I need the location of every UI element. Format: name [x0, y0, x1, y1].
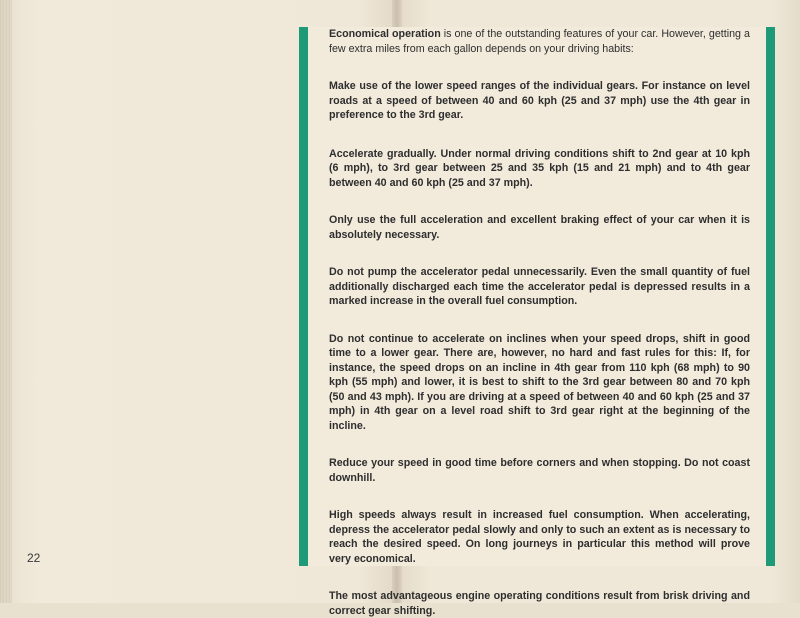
tip-paragraph-7: High speeds always result in increased fuel consumption. When accelerating, depress the accelerator pedal slowly and only to such an extent as is necessary to reach the desired speed. On long journeys in particular this method will prove very economical.: [329, 509, 750, 565]
accent-bar-left: [299, 27, 308, 566]
tip-paragraph-2: Accelerate gradually. Under normal driving conditions shift to 2nd gear at 10 kph (6 mph), to 3rd gear between 25 and 35 kph (15 and 21 mph) and to 4th gear between 40 and 60 kph (25 and 37 mph).: [329, 147, 750, 189]
tip-paragraph-5: Do not continue to accelerate on inclines when your speed drops, shift in good time to a lower gear. There are, however, no hard and fast rules for this: If, for instance, the speed drops on an incline in 4th gear from 110 kph (68 mph) to 90 kph (55 mph) and lower, it is best to shift to the 3rd gear between 80 and 70 kph (50 and 43 mph). If you are driving at a speed of between 40 and 60 kph (25 and 37 mph) in 4th gear on a level road shift to 3rd gear right at the beginning of the incline.: [329, 332, 750, 432]
accent-bar-right: [766, 27, 775, 566]
book-edge: [0, 0, 12, 603]
intro-text: is one of the outstanding features of your car. However, getting a few extra miles from each gallon depends on your driving habits:: [329, 28, 750, 55]
intro-paragraph: [329, 27, 750, 56]
tip-paragraph-4: Do not pump the accelerator pedal unnecessarily. Even the small quantity of fuel additionally discharged each time the accelerator pedal is depressed results in a marked increase in the overall fuel consumption.: [329, 266, 750, 307]
tip-paragraph-1: Make use of the lower speed ranges of the individual gears. For instance on level roads at a speed of between 40 and 60 kph (25 and 37 mph) use the 4th gear in preference to the 3rd gear.: [329, 80, 750, 121]
page-number: 22: [27, 551, 41, 565]
tip-paragraph-8: The most advantageous engine operating conditions result from brisk driving and correct gear shifting.: [329, 590, 750, 617]
intro-lead: Economical operation: [329, 28, 441, 40]
tips-content: [329, 27, 750, 618]
tip-paragraph-6: Reduce your speed in good time before corners and when stopping. Do not coast downhill.: [329, 457, 750, 484]
tip-paragraph-3: Only use the full acceleration and excellent braking effect of your car when it is absolutely necessary.: [329, 214, 750, 241]
